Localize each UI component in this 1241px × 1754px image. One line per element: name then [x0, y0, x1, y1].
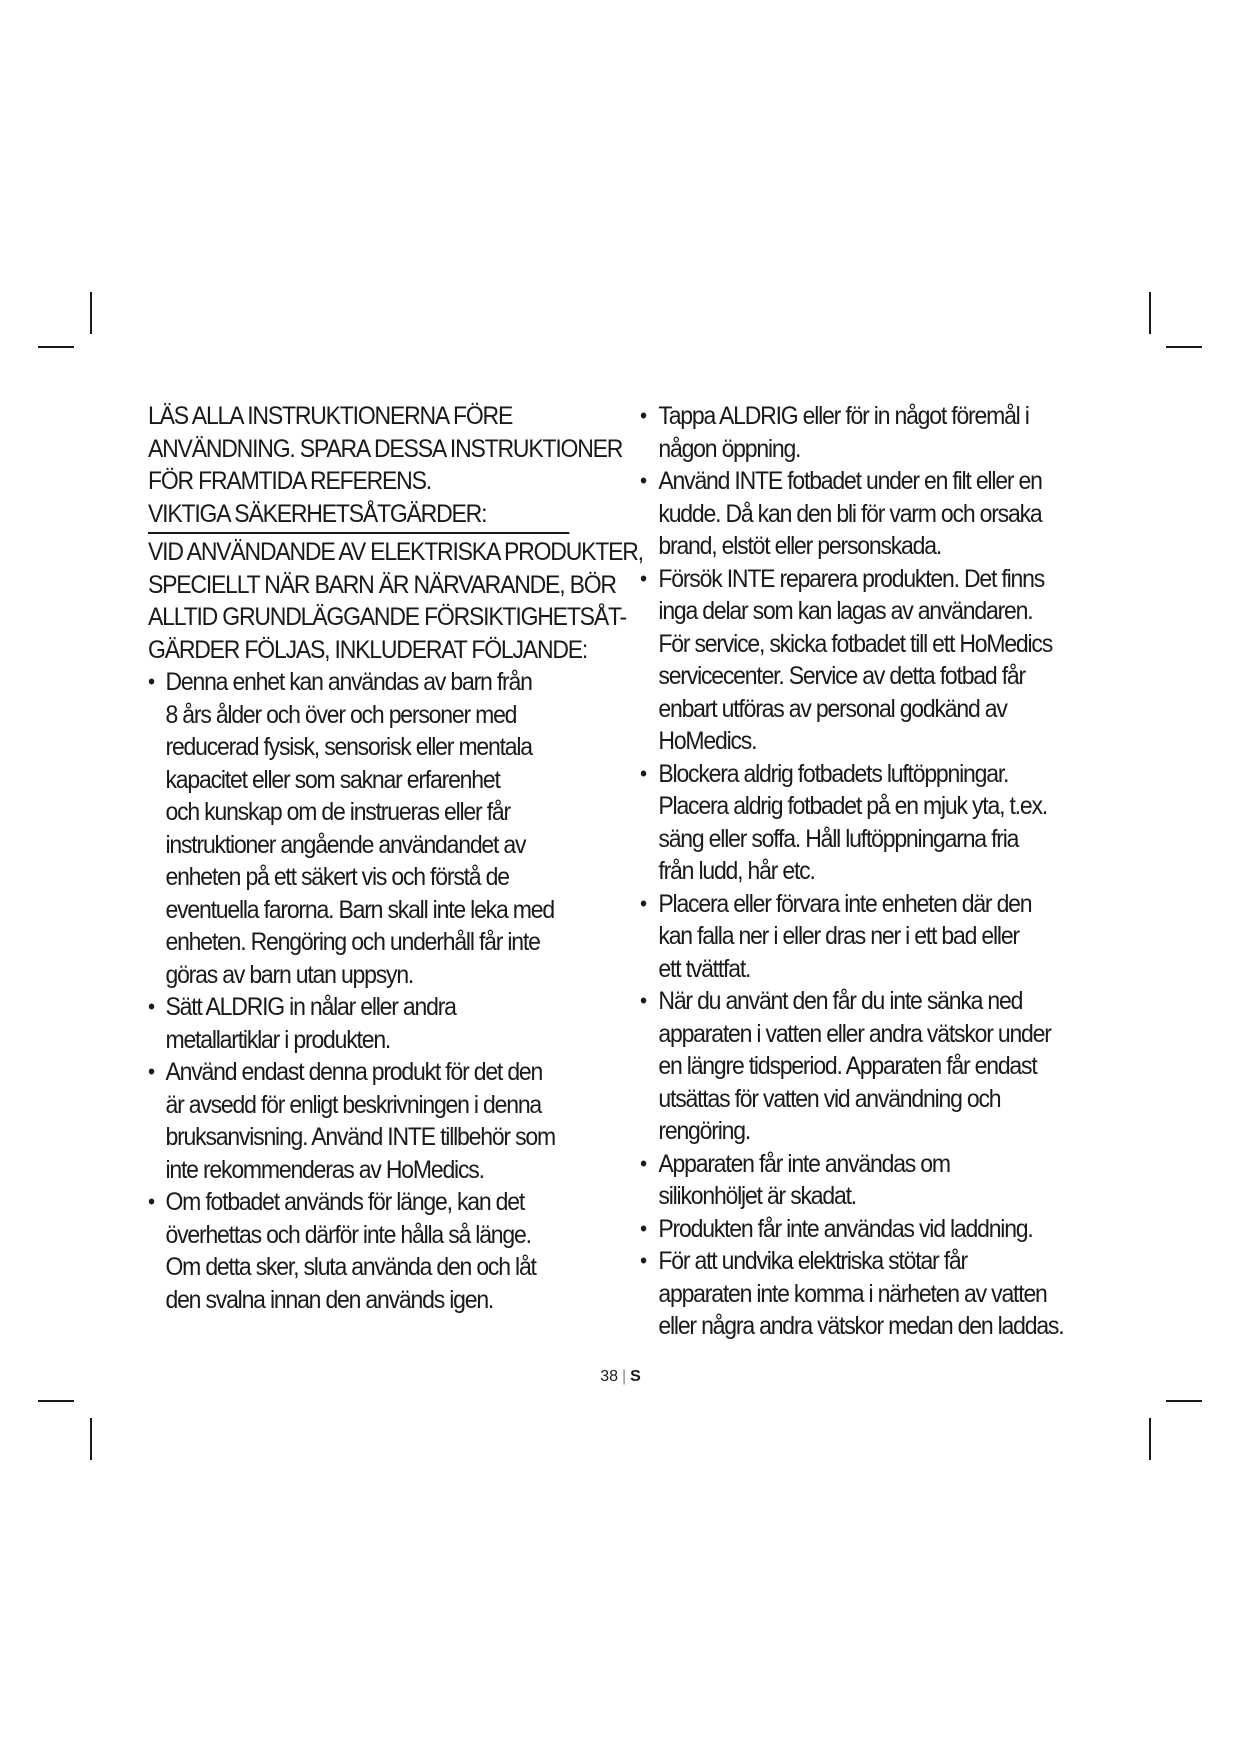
bullet-item-placement — [640, 888, 1072, 986]
bullet-line: • Denna enhet kan användas av barn från — [165, 668, 532, 696]
bullet-line: rengöring. — [658, 1117, 751, 1145]
bullet-line: kan falla ner i eller dras ner i ett bad eller — [658, 922, 1019, 950]
safety-heading: VIKTIGA SÄKERHETSÅTGÄRDER: — [148, 499, 487, 528]
bullet-line: Placera aldrig fotbadet på en mjuk yta, t.ex. — [658, 792, 1047, 820]
left-column-text — [148, 400, 643, 1316]
bullet-item-air-vents — [640, 758, 1072, 888]
bullet-line: • Försök INTE reparera produkten. Det finns — [658, 564, 1044, 593]
bullet-line: kapacitet eller som saknar erfarenhet — [165, 765, 500, 794]
bullet-line: någon öppning. — [658, 434, 801, 463]
bullet-line: eventuella farorna. Barn skall inte leka med — [165, 895, 554, 924]
bullet-line: kudde. Då kan den bli för varm och orsaka — [658, 499, 1042, 528]
right-bullet-list — [640, 400, 1072, 1343]
bullet-line: är avsedd för enligt beskrivningen i denna — [165, 1090, 542, 1119]
read-instructions-line: LÄS ALLA INSTRUKTIONERNA FÖRE — [148, 402, 513, 430]
bullet-line: Om detta sker, sluta använda den och låt — [165, 1253, 536, 1281]
bullet-line: • Placera eller förvara inte enheten där den — [658, 889, 1032, 918]
bullet-line: För service, skicka fotbadet till ett HoMedics — [658, 629, 1053, 658]
crop-mark-bottom-left-horizontal — [38, 1400, 74, 1402]
bullet-item-electric-shock — [640, 1245, 1072, 1343]
crop-mark-bottom-right-horizontal — [1166, 1400, 1202, 1402]
bullet-line: den svalna innan den används igen. — [165, 1285, 494, 1314]
bullet-item-no-use-charging — [640, 1213, 1072, 1246]
bullet-line: eller några andra vätskor medan den laddas. — [658, 1312, 1064, 1340]
bullet-item-no-repair — [640, 563, 1072, 758]
bullet-line: metallartiklar i produkten. — [165, 1025, 391, 1054]
right-column — [640, 400, 1110, 1343]
page-separator: | — [621, 1368, 627, 1385]
precautions-line: SPECIELLT NÄR BARN ÄR NÄRVARANDE, BÖR — [148, 570, 616, 599]
bullet-line: inga delar som kan lagas av användaren. — [658, 597, 1033, 625]
crop-mark-bottom-right-vertical — [1149, 1418, 1151, 1460]
bullet-item-damaged-silicone — [640, 1148, 1072, 1213]
read-instructions-notice — [148, 400, 623, 498]
crop-mark-top-right-vertical — [1149, 292, 1151, 334]
bullet-line: • När du använt den får du inte sänka ned — [658, 987, 1023, 1015]
bullet-line: överhettas och därför inte hålla så länge. — [165, 1220, 531, 1249]
safety-heading-box — [148, 498, 569, 535]
right-column-text — [640, 400, 1072, 1343]
bullet-line: enheten. Rengöring och underhåll får inte — [165, 928, 540, 956]
bullet-line: enheten på ett säkert vis och förstå de — [165, 863, 509, 891]
bullet-line: apparaten inte komma i närheten av vatten — [658, 1279, 1047, 1308]
bullet-line: och kunskap om de instrueras eller får — [165, 798, 510, 826]
bullet-line: • Blockera aldrig fotbadets luftöppningar. — [658, 759, 1009, 788]
bullet-line: • För att undvika elektriska stötar får — [658, 1247, 967, 1275]
page-number: 38 — [600, 1368, 618, 1385]
bullet-line: säng eller soffa. Håll luftöppningarna fria — [658, 824, 1019, 853]
bullet-line: • Apparaten får inte användas om — [658, 1149, 950, 1178]
precautions-notice — [148, 536, 643, 666]
read-instructions-line: ANVÄNDNING. SPARA DESSA INSTRUKTIONER — [148, 434, 623, 463]
bullet-line: servicecenter. Service av detta fotbad får — [658, 662, 1025, 690]
read-instructions-line: FÖR FRAMTIDA REFERENS. — [148, 467, 431, 495]
bullet-line: • Tappa ALDRIG eller för in något föremål i — [658, 402, 1029, 430]
crop-mark-bottom-left-vertical — [90, 1418, 92, 1460]
bullet-line: enbart utföras av personal godkänd av — [658, 694, 1007, 723]
bullet-line: • Använd INTE fotbadet under en filt eller en — [658, 467, 1042, 495]
left-column — [148, 400, 643, 1316]
bullet-line: • Sätt ALDRIG in nålar eller andra — [165, 993, 456, 1021]
precautions-line: GÄRDER FÖLJAS, INKLUDERAT FÖLJANDE: — [148, 635, 588, 664]
page-footer — [0, 1368, 1241, 1386]
bullet-line: ett tvättfat. — [658, 954, 751, 983]
crop-mark-top-left-vertical — [90, 292, 92, 334]
bullet-line: en längre tidsperiod. Apparaten får endast — [658, 1052, 1037, 1080]
language-code: S — [630, 1368, 641, 1385]
crop-mark-top-left-horizontal — [38, 346, 74, 348]
bullet-item-no-objects — [640, 400, 1072, 465]
bullet-item-no-submerge — [640, 985, 1072, 1148]
bullet-line: brand, elstöt eller personskada. — [658, 532, 942, 560]
bullet-line: HoMedics. — [658, 727, 757, 755]
left-bullet-list — [148, 666, 577, 1316]
bullet-line: silikonhöljet är skadat. — [658, 1182, 856, 1210]
bullet-line: 8 års ålder och över och personer med — [165, 700, 517, 729]
bullet-line: • Om fotbadet används för länge, kan det — [165, 1188, 525, 1216]
bullet-item-intended-use — [148, 1056, 577, 1186]
bullet-line: bruksanvisning. Använd INTE tillbehör som — [165, 1123, 555, 1151]
bullet-line: • Använd endast denna produkt för det den — [165, 1058, 543, 1086]
crop-mark-top-right-horizontal — [1166, 346, 1202, 348]
bullet-item-no-blanket — [640, 465, 1072, 563]
bullet-item-no-needles — [148, 991, 577, 1056]
precautions-line: ALLTID GRUNDLÄGGANDE FÖRSIKTIGHETSÅT- — [148, 603, 627, 631]
bullet-line: inte rekommenderas av HoMedics. — [165, 1155, 484, 1184]
bullet-item-overheating — [148, 1186, 577, 1316]
bullet-line: apparaten i vatten eller andra vätskor under — [658, 1019, 1051, 1048]
precautions-line: VID ANVÄNDANDE AV ELEKTRISKA PRODUKTER, — [148, 538, 643, 566]
bullet-line: instruktioner angående användandet av — [165, 830, 526, 859]
bullet-line: göras av barn utan uppsyn. — [165, 960, 414, 989]
bullet-line: reducerad fysisk, sensorisk eller mentala — [165, 733, 532, 761]
bullet-line: från ludd, hår etc. — [658, 857, 815, 885]
bullet-item-children-usage — [148, 666, 577, 991]
bullet-line: • Produkten får inte användas vid laddning. — [658, 1214, 1033, 1243]
bullet-line: utsättas för vatten vid användning och — [658, 1084, 1001, 1113]
